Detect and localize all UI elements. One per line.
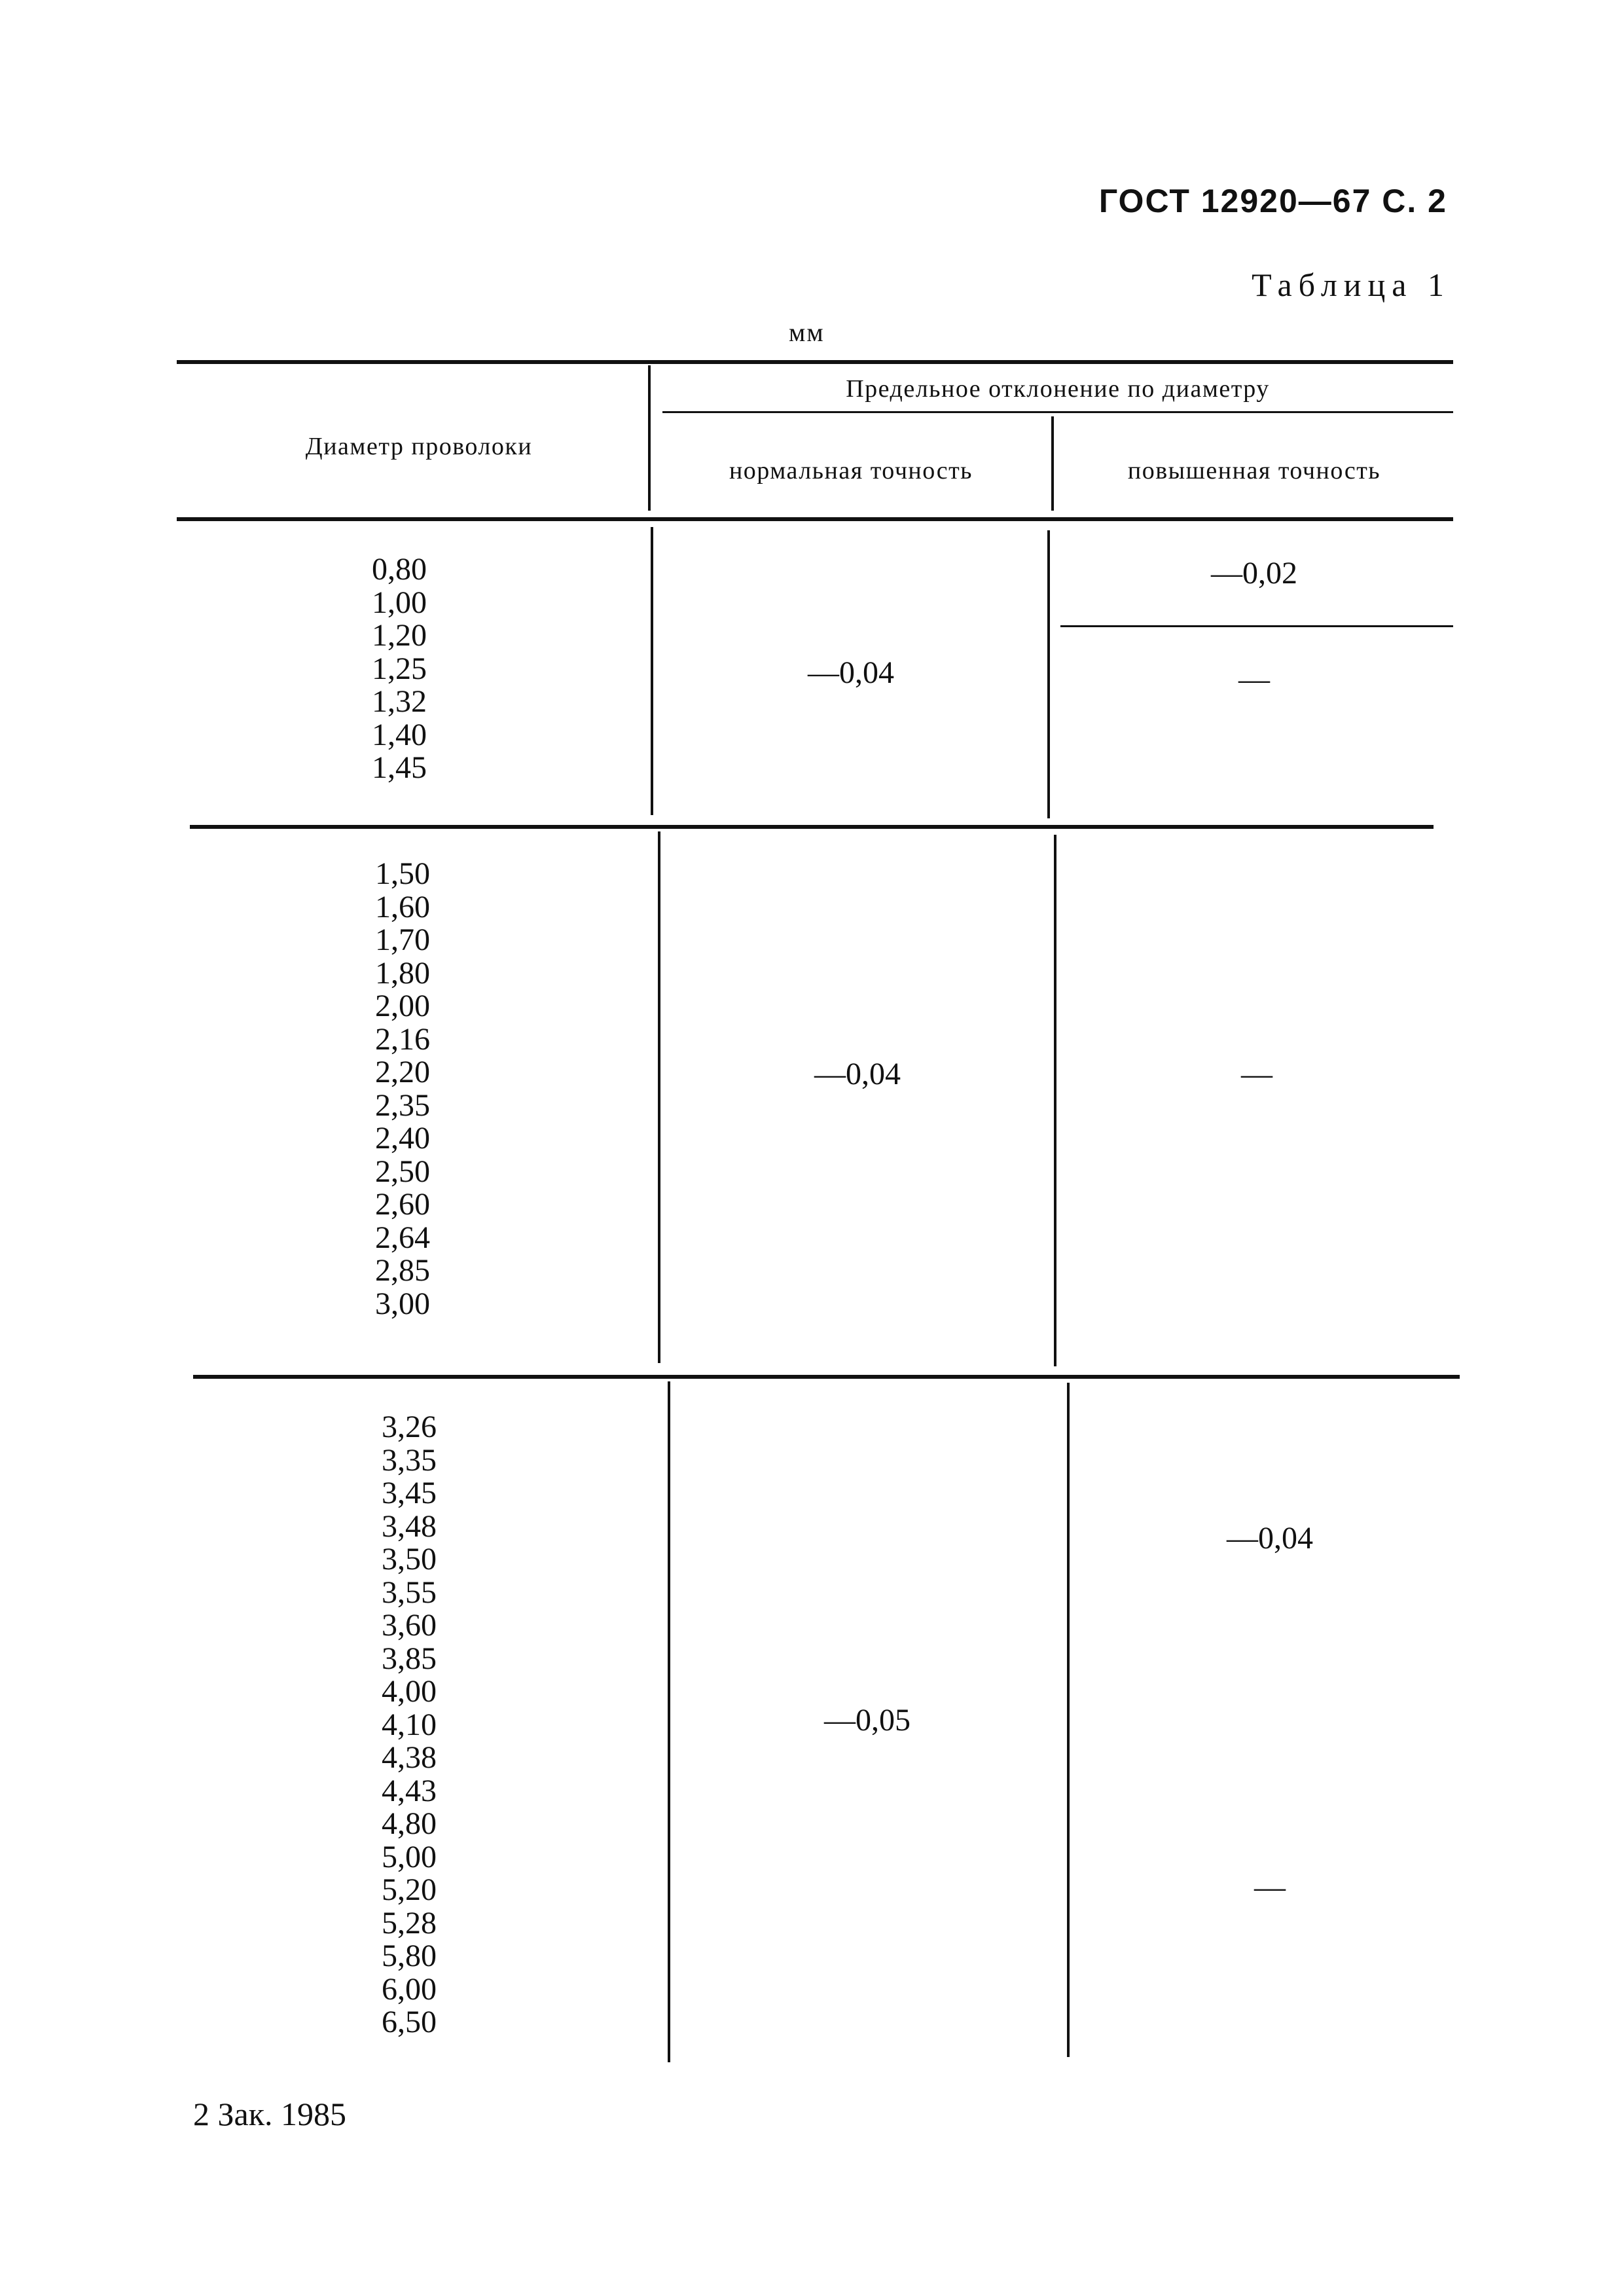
diameter-value: 1,40 [372, 717, 427, 752]
diameter-value: 6,50 [382, 2005, 437, 2039]
group-separator-1 [190, 825, 1434, 829]
diameter-value: 0,80 [372, 552, 427, 587]
diameter-value: 5,28 [382, 1905, 437, 1941]
diameter-value: 4,38 [382, 1740, 437, 1775]
diameter-value: 3,35 [382, 1442, 437, 1478]
group1-increased-split [1060, 625, 1453, 627]
header-divider-1 [648, 365, 651, 511]
diameter-value: 5,00 [382, 1839, 437, 1874]
document-header: ГОСТ 12920—67 С. 2 [1098, 183, 1447, 219]
diameter-value: 2,64 [375, 1220, 430, 1255]
group3-increased-top: —0,04 [1227, 1521, 1313, 1556]
diameter-value: 3,50 [382, 1542, 437, 1576]
header-diameter: Диаметр проволоки [305, 433, 533, 460]
group2-increased-value: — [1241, 1057, 1272, 1091]
diameter-value: 3,60 [382, 1608, 437, 1643]
group2-diameters [304, 858, 501, 1321]
group1-increased-top: —0,02 [1211, 556, 1297, 591]
diameter-value: 2,16 [375, 1021, 430, 1057]
diameter-value: 5,80 [382, 1939, 437, 1973]
group1-increased-bottom: — [1238, 662, 1270, 697]
header-sub-rule [662, 411, 1453, 413]
table-top-rule [177, 360, 1453, 364]
header-bottom-rule [177, 517, 1453, 521]
group3-divider-1 [668, 1381, 670, 2062]
diameter-value: 5,20 [382, 1872, 437, 1907]
diameter-value: 3,45 [382, 1476, 437, 1510]
group1-divider-2 [1047, 530, 1050, 818]
diameter-value: 2,35 [375, 1087, 430, 1123]
diameter-value: 2,00 [375, 989, 430, 1023]
group2-divider-2 [1054, 835, 1056, 1366]
diameter-value: 1,32 [372, 684, 427, 719]
unit-label: мм [789, 318, 825, 347]
diameter-value: 2,50 [375, 1154, 430, 1189]
diameter-value: 6,00 [382, 1971, 437, 2007]
group2-normal-value: —0,04 [814, 1057, 901, 1091]
diameter-value: 3,00 [375, 1286, 430, 1321]
diameter-value: 1,50 [375, 856, 430, 891]
diameter-value: 1,70 [375, 922, 430, 957]
header-increased: повышенная точность [1127, 457, 1381, 484]
group3-diameters [311, 1411, 507, 2039]
group-separator-2 [193, 1375, 1460, 1379]
diameter-value: 1,80 [375, 955, 430, 991]
order-footnote: 2 Зак. 1985 [193, 2096, 347, 2132]
group3-divider-2 [1067, 1383, 1070, 2057]
diameter-value: 2,40 [375, 1121, 430, 1156]
header-normal: нормальная точность [729, 457, 973, 484]
group2-divider-1 [658, 831, 660, 1363]
diameter-value: 3,85 [382, 1641, 437, 1676]
group1-diameters [301, 553, 497, 785]
diameter-value: 2,60 [375, 1187, 430, 1222]
diameter-value: 2,85 [375, 1253, 430, 1288]
diameter-value: 4,00 [382, 1674, 437, 1709]
diameter-value: 1,20 [372, 618, 427, 653]
diameter-value: 2,20 [375, 1055, 430, 1089]
diameter-value: 4,80 [382, 1806, 437, 1841]
header-deviation: Предельное отклонение по диаметру [846, 375, 1270, 403]
diameter-value: 1,00 [372, 585, 427, 620]
diameter-value: 4,10 [382, 1707, 437, 1742]
diameter-value: 1,45 [372, 750, 427, 785]
group1-divider-1 [651, 527, 653, 815]
table-label: Таблица 1 [1252, 266, 1451, 303]
diameter-value: 1,25 [372, 651, 427, 686]
group3-normal-value: —0,05 [824, 1703, 911, 1738]
header-divider-2 [1051, 416, 1054, 511]
group1-normal-value: —0,04 [808, 655, 894, 690]
diameter-value: 1,60 [375, 889, 430, 924]
group3-increased-bottom: — [1254, 1870, 1286, 1904]
diameter-value: 3,48 [382, 1508, 437, 1544]
diameter-value: 3,26 [382, 1410, 437, 1444]
diameter-value: 4,43 [382, 1773, 437, 1808]
diameter-value: 3,55 [382, 1575, 437, 1610]
